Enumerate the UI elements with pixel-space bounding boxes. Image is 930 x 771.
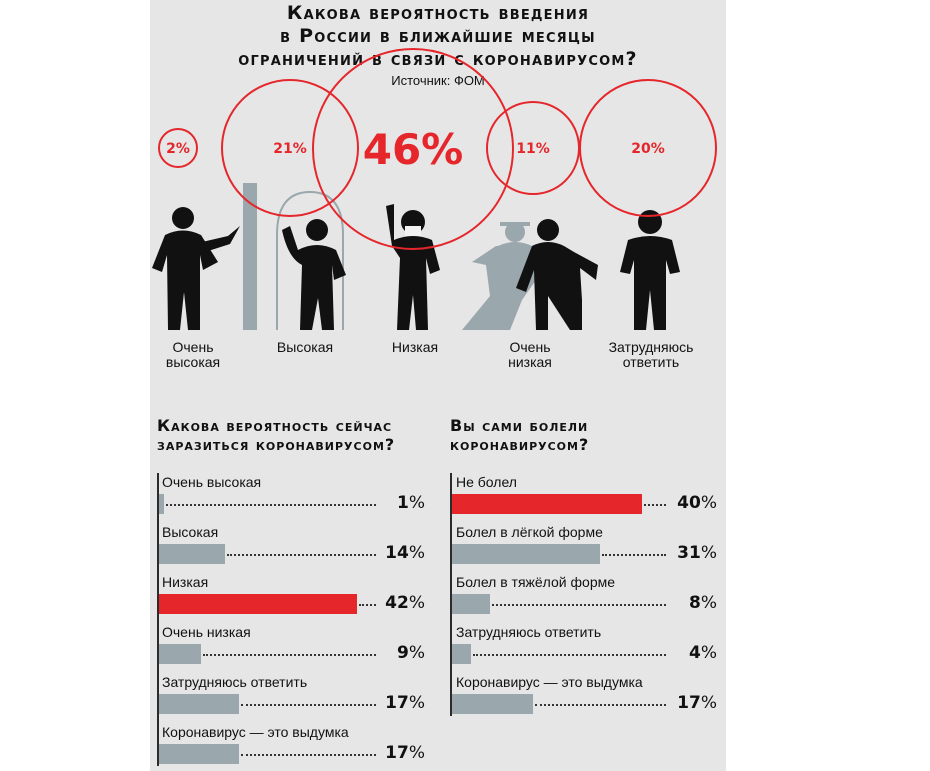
bar-label: Очень низкая [162,624,251,640]
bubble-label-2: 46% [362,125,464,175]
figure-low [386,204,440,330]
bubble-label-1: 21% [273,141,307,158]
bar [452,694,533,714]
leader-dots [473,654,666,656]
leader-dots [359,604,376,606]
bar-label: Высокая [162,524,219,540]
bar [159,694,239,714]
bar-label: Затрудняюсь ответить [162,674,308,690]
right-chart-title: Вы сами болели коронавирусом? [450,416,590,454]
infographic-panel [150,0,726,771]
main-title-line-1: Какова вероятность введения [286,2,590,24]
bubble-chart [150,0,726,340]
leader-dots [535,704,666,706]
bubble-label-4: 20% [631,141,665,158]
bar-label: Коронавирус — это выдумка [456,674,643,690]
bar-value: 17% [677,693,717,713]
bar-value: 14% [385,543,425,563]
leader-dots [492,604,666,606]
bar-label: Коронавирус — это выдумка [162,724,349,740]
source-note: Источник: ФОМ [391,73,485,88]
category-label-very-low: Очень низкая [508,339,552,370]
bar [159,644,201,664]
bar-label: Низкая [162,574,209,590]
left-chart-axis [157,473,159,766]
bar-value: 17% [385,693,425,713]
bar [159,494,164,514]
figure-very-low [462,219,598,330]
figure-hard-to-say [620,210,680,330]
bar-label: Очень высокая [162,474,262,490]
leader-dots [203,654,376,656]
bubble-label-3: 11% [516,141,550,158]
bar-value: 8% [689,593,717,613]
bar [159,544,225,564]
bar [159,594,357,614]
leader-dots [644,504,666,506]
category-label-hard-to-say: Затрудняюсь ответить [608,339,694,370]
bar-label: Затрудняюсь ответить [456,624,602,640]
main-title-line-2: в России в ближайшие месяцы [280,25,596,47]
category-label-very-high: Очень высокая [165,339,221,370]
bar-label: Не болел [456,474,517,490]
leader-dots [241,754,376,756]
bar-value: 40% [677,493,717,513]
bar-value: 17% [385,743,425,763]
bar-value: 31% [677,543,717,563]
bar-label: Болел в тяжёлой форме [456,574,616,590]
category-label-low: Низкая [391,339,439,355]
figure-very-high [152,183,257,330]
bar-label: Болел в лёгкой форме [456,524,603,540]
bubble-label-0: 2% [166,141,190,158]
leader-dots [602,554,666,556]
bar [452,594,490,614]
bar-value: 42% [385,593,425,613]
left-chart-title: Какова вероятность сейчас заразиться коронавирусом? [157,416,396,454]
bar-value: 1% [397,493,425,513]
bar [452,494,642,514]
category-label-high: Высокая [276,339,334,355]
leader-dots [241,704,376,706]
bar-value: 4% [689,643,717,663]
main-title-line-3: ограничений в связи с коронавирусом? [238,48,638,70]
bar [452,644,471,664]
bar [452,544,600,564]
leader-dots [227,554,376,556]
leader-dots [166,504,376,506]
bar [159,744,239,764]
bar-value: 9% [397,643,425,663]
